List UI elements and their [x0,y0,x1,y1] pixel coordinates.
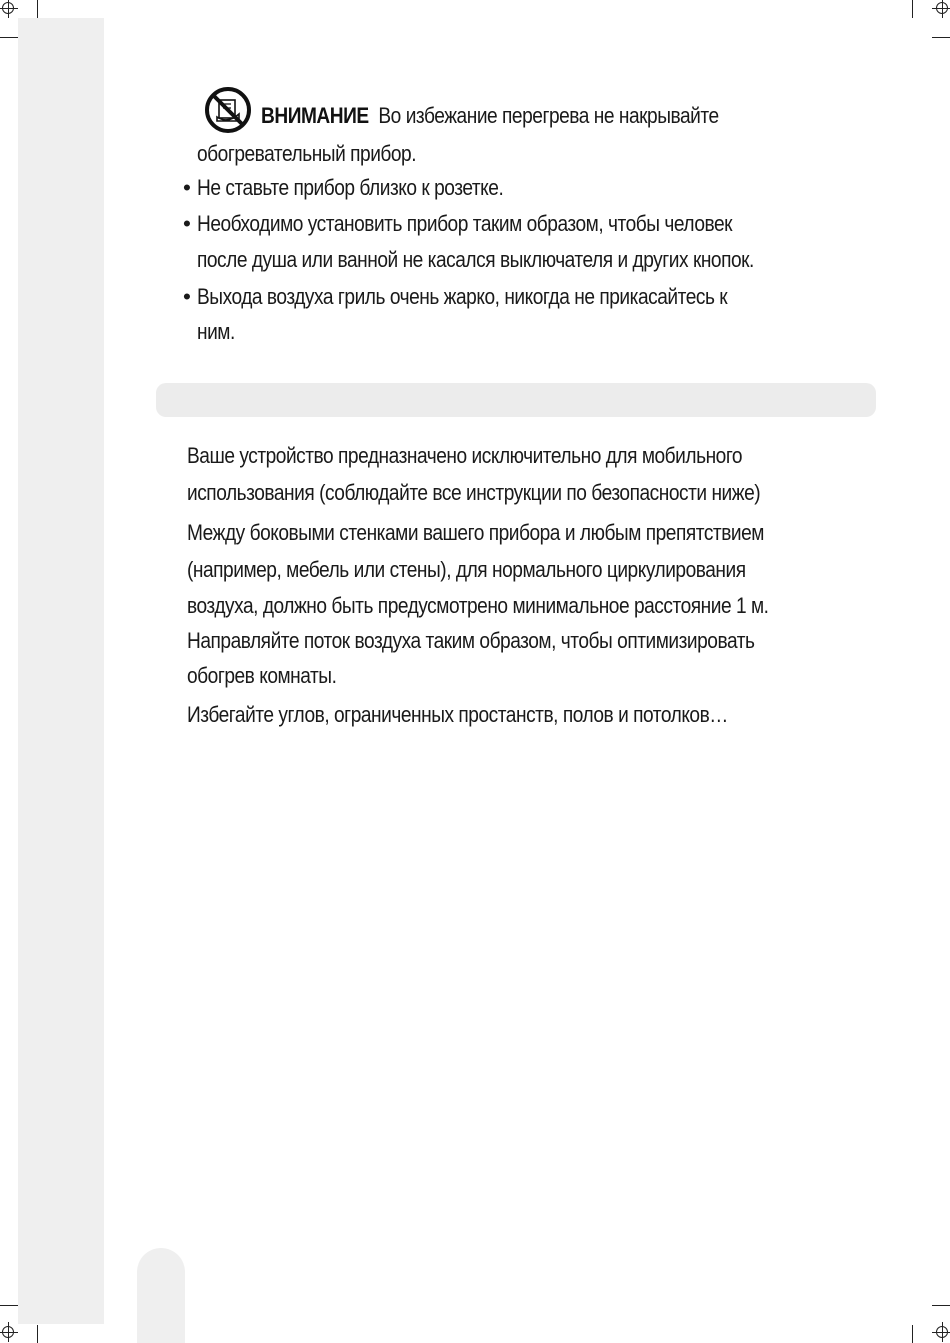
crop-mark [37,1325,38,1343]
section-paragraph-line: обогрев комнаты. [187,663,337,688]
warning-line-1 [261,101,719,131]
crop-mark [932,1305,950,1306]
bullet-item-1: Не ставьте прибор близко к розетке. [197,175,504,200]
section-paragraph-line: Направляйте поток воздуха таким образом, чтобы оптимизировать [187,628,755,653]
section-paragraph-line: Ваше устройство предназначено исключительно для мобильного [187,443,743,468]
bullet-item-3: Выхода воздуха гриль очень жарко, никогда не прикасайтесь к [197,284,728,309]
bullet-marker: • [183,284,191,309]
section-paragraph-line: Между боковыми стенками вашего прибора и любым препятствием [187,520,764,545]
section-paragraph-line: (например, мебель или стены), для нормального циркулирования [187,557,746,582]
crop-mark [912,1325,913,1343]
side-margin-strip [18,18,104,1324]
registration-mark-icon [2,1326,14,1338]
bullet-item-3-cont: ним. [197,319,235,344]
bullet-item-2: Необходимо установить прибор таким образом, чтобы человек [197,211,733,236]
section-paragraph-line: использования (соблюдайте все инструкции по безопасности ниже) [187,480,761,505]
registration-mark-icon [936,2,948,14]
crop-mark [0,37,18,38]
warning-text: Во избежание перегрева не накрывайте [378,103,719,128]
section-paragraph-line: Избегайте углов, ограниченных простанств, полов и потолков… [187,702,728,727]
registration-mark-icon [2,2,14,14]
bullet-marker: • [183,211,191,236]
side-chapter-tab [18,437,94,488]
section-header-bar [156,383,876,417]
crop-mark [0,1305,18,1306]
bullet-marker: • [183,175,191,200]
warning-title: ВНИМАНИЕ [261,103,369,128]
warning-line-2: обогревательный прибор. [197,141,417,166]
page-number-tab [137,1248,185,1343]
crop-mark [932,37,950,38]
crop-mark [912,0,913,18]
registration-mark-icon [936,1326,948,1338]
section-paragraph-line: воздуха, должно быть предусмотрено минимальное расстояние 1 м. [187,593,769,618]
crop-mark [37,0,38,18]
no-cover-warning-icon [204,86,252,134]
bullet-item-2-cont: после душа или ванной не касался выключателя и других кнопок. [197,247,754,272]
